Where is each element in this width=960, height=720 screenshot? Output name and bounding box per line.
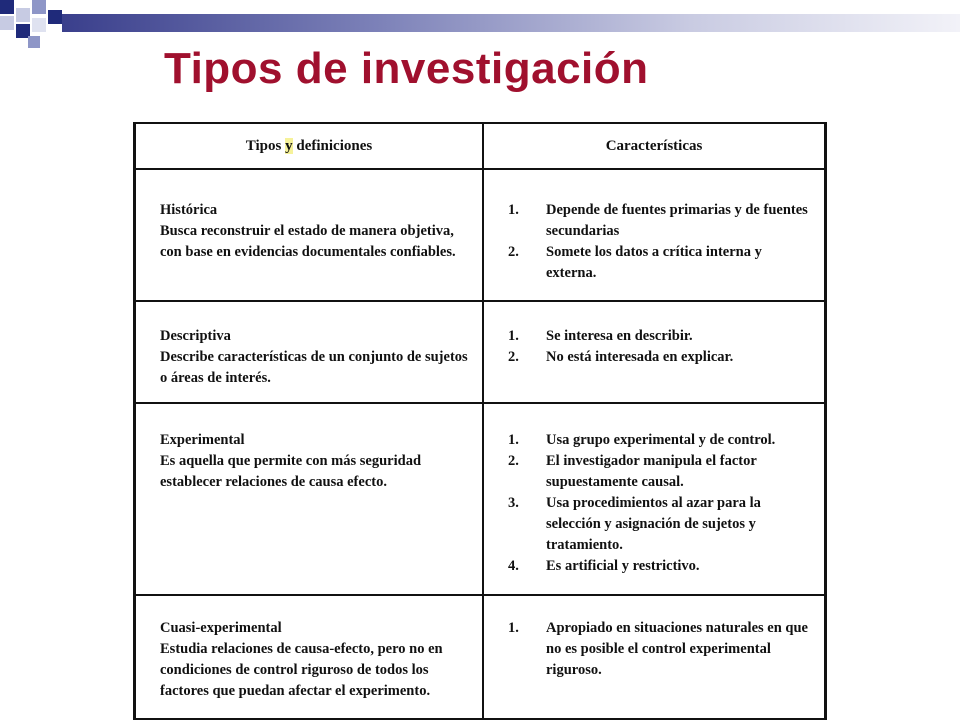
characteristics-cell: [508, 618, 808, 681]
table-row: [136, 300, 824, 402]
item-number: 4.: [508, 558, 519, 574]
type-definition: Es aquella que permite con más seguridad establecer relaciones de causa efecto.: [160, 453, 422, 490]
decor-square: [32, 18, 46, 32]
item-number: 2.: [508, 453, 519, 469]
item-text: Usa grupo experimental y de control.: [546, 432, 776, 448]
table-row: [136, 168, 824, 300]
characteristic-item: [508, 200, 808, 242]
header-text: Tipos: [245, 138, 286, 154]
item-text: Apropiado en situaciones naturales en que no es posible el control experimental riguroso.: [546, 620, 808, 678]
characteristic-item: [508, 556, 808, 577]
item-number: 1.: [508, 328, 519, 344]
table-row: [136, 402, 824, 594]
characteristic-item: [508, 326, 808, 347]
type-cell: [160, 430, 470, 493]
item-text: El investigador manipula el factor supuestamente causal.: [546, 453, 757, 490]
type-name: Descriptiva: [160, 328, 231, 344]
type-cell: [160, 200, 470, 263]
characteristics-cell: [508, 430, 808, 577]
item-text: No está interesada en explicar.: [546, 349, 734, 365]
column-divider: [482, 596, 484, 720]
item-number: 3.: [508, 495, 519, 511]
characteristic-item: [508, 347, 808, 368]
characteristics-cell: [508, 200, 808, 284]
decor-square: [0, 16, 14, 30]
slide-title: Tipos de investigación: [164, 44, 649, 93]
header-types-definitions: [136, 138, 482, 155]
column-divider: [482, 404, 484, 594]
item-number: 2.: [508, 349, 519, 365]
type-definition: Estudia relaciones de causa-efecto, pero no en condiciones de control riguroso de todos los factores que puedan afectar el experimento.: [160, 641, 443, 699]
decor-square: [16, 8, 30, 22]
characteristic-item: [508, 430, 808, 451]
item-number: 1.: [508, 432, 519, 448]
item-text: Se interesa en describir.: [546, 328, 693, 344]
decor-square: [48, 10, 62, 24]
item-text: Somete los datos a crítica interna y externa.: [546, 244, 762, 281]
decor-square: [32, 0, 46, 14]
type-cell: [160, 618, 470, 702]
type-name: Cuasi-experimental: [160, 620, 282, 636]
title-gradient-bar: [62, 14, 960, 32]
table-header-row: [136, 122, 824, 170]
type-definition: Describe características de un conjunto de sujetos o áreas de interés.: [160, 349, 468, 386]
characteristic-item: [508, 451, 808, 493]
column-divider: [482, 302, 484, 402]
header-characteristics: Características: [605, 138, 703, 154]
item-number: 1.: [508, 202, 519, 218]
characteristic-item: [508, 493, 808, 556]
column-divider: [482, 170, 484, 300]
table-row: [136, 594, 824, 720]
type-name: Histórica: [160, 202, 218, 218]
item-number: 2.: [508, 244, 519, 260]
item-text: Depende de fuentes primarias y de fuentes secundarias: [546, 202, 808, 239]
header-text: definiciones: [292, 138, 373, 154]
characteristic-item: [508, 242, 808, 284]
decor-square: [0, 0, 14, 14]
type-definition: Busca reconstruir el estado de manera objetiva, con base en evidencias documentales confiables.: [160, 223, 456, 260]
item-text: Usa procedimientos al azar para la selección y asignación de sujetos y tratamiento.: [546, 495, 761, 553]
item-text: Es artificial y restrictivo.: [546, 558, 700, 574]
decor-square: [28, 36, 40, 48]
characteristics-cell: [508, 326, 808, 368]
type-cell: [160, 326, 470, 389]
investigation-types-table: [133, 122, 827, 720]
item-number: 1.: [508, 620, 519, 636]
characteristic-item: [508, 618, 808, 681]
type-name: Experimental: [160, 432, 245, 448]
header-highlight: y: [285, 138, 293, 154]
